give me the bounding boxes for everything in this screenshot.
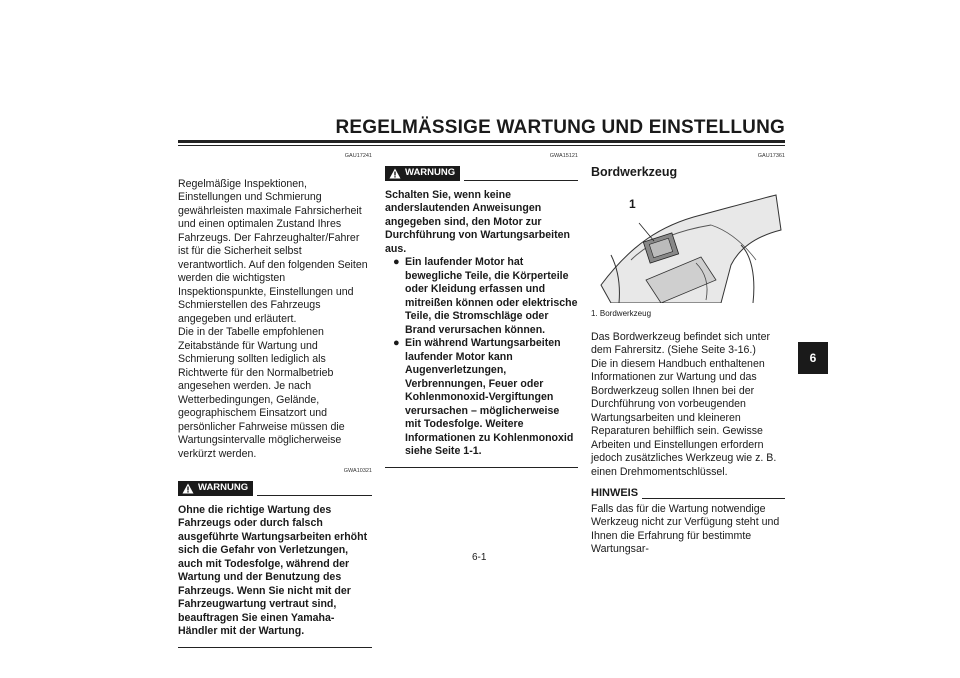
section-code: GAU17241 bbox=[344, 153, 372, 159]
bullet-text: Ein laufender Motor hat bewegliche Teile, die Körperteile oder Kleidung erfassen und mitreißen können oder elektrische Teile, die Stromschläge oder Brand verursachen können. bbox=[405, 256, 578, 336]
motorcycle-seat-illustration bbox=[591, 185, 782, 303]
hinweis-label: HINWEIS bbox=[591, 487, 639, 499]
warning-header-2 bbox=[385, 166, 578, 181]
warning-end-rule bbox=[178, 647, 372, 648]
hinweis-text: Falls das für die Wartung notwendige Werkzeug nicht zur Verfügung steht und Ihnen die Erfahrung für bestimmte Wartungsar- bbox=[591, 502, 780, 555]
body-paragraph-2: Die in diesem Handbuch enthaltenen Informationen zur Wartung und das Bordwerkzeug sollen Ihnen bei der Durchführung von vorbeugenden Wartungsarbeiten und kleineren Reparaturen behilflich sein. Gewisse Arbeiten und Einstellungen erfordern jedoch zusätzliches Werkzeug wie z. B. einen Drehmomentschlüssel. bbox=[591, 357, 777, 478]
warning-code-2: GWA15121 bbox=[549, 153, 578, 159]
callout-number: 1 bbox=[629, 197, 636, 211]
warning-rule-2 bbox=[464, 180, 578, 181]
chapter-tab: 6 bbox=[798, 342, 828, 374]
warning-label-2: WARNUNG bbox=[405, 167, 456, 179]
warning-badge bbox=[178, 481, 253, 496]
hinweis-rule bbox=[642, 498, 785, 499]
warning-label: WARNUNG bbox=[198, 482, 249, 494]
intro-paragraph-2: Die in der Tabelle empfohlenen Zeitabstände für Wartung und Schmierung sollten lediglich als Richtwerte für den Normalbetrieb angesehen werden. Je nach Wetterbedingungen, Gelände, geographischem Einsatzort und persönlicher Fahrweise müssen die Wartungsintervalle möglicherweise verkürzt werden. bbox=[178, 326, 345, 460]
column-3 bbox=[591, 150, 785, 557]
header-rule bbox=[178, 140, 785, 143]
column-1 bbox=[178, 150, 372, 648]
bullet-text: Ein während Wartungsarbeiten laufender Motor kann Augenverletzungen, Verbrennungen, Feuer oder Kohlenmonoxid-Vergiftungen verursachen – möglicherweise mit Todesfolge. Weitere Informationen zu Kohlenmonoxid siehe Seite 1-1. bbox=[405, 337, 574, 457]
warning-text: Ohne die richtige Wartung des Fahrzeugs oder durch falsch ausgeführte Wartungsarbeiten erhöht sich die Gefahr von Verletzungen, auch mit Todesfolge, während der Wartung und der Benutzung des Fahrzeugs. Wenn Sie nicht mit der Fahrzeugwartung vertraut sind, beauftragen Sie einen Yamaha-Händler mit der Wartung. bbox=[178, 503, 368, 637]
body-paragraph: Das Bordwerkzeug befindet sich unter dem Fahrersitz. (Siehe Seite 3-16.) bbox=[591, 330, 771, 356]
section-heading: Bordwerkzeug bbox=[591, 164, 678, 179]
section-code-3: GAU17361 bbox=[757, 153, 785, 159]
hinweis-header bbox=[591, 487, 785, 501]
warning-triangle-icon bbox=[182, 483, 194, 494]
bullet-dot-icon: ● bbox=[393, 337, 400, 349]
figure-caption: 1. Bordwerkzeug bbox=[591, 309, 652, 318]
intro-paragraph: Regelmäßige Inspektionen, Einstellungen und Schmierung gewährleisten maximale Fahrsicherheit und einen optimalen Zustand Ihres Fahrzeugs. Der Fahrzeughalter/Fahrer ist für die Sicherheit selbst verantwortlich. Auf den folgenden Seiten werden die wichtigsten Inspektionspunkte, Einstellungen und Schmierstellen des Fahrzeugs angegeben und erläutert. bbox=[178, 177, 368, 325]
warning-badge-2 bbox=[385, 166, 460, 181]
header-rule-thin bbox=[178, 145, 785, 146]
toolkit-illustration bbox=[591, 185, 782, 303]
warning-triangle-icon bbox=[389, 168, 401, 179]
page-number: 6-1 bbox=[472, 552, 487, 563]
warning-bullet bbox=[393, 256, 578, 337]
warning-end-rule-2 bbox=[385, 467, 578, 468]
warning-header bbox=[178, 481, 372, 496]
warning-rule bbox=[257, 495, 372, 496]
warning-bullet bbox=[393, 337, 578, 459]
bullet-dot-icon: ● bbox=[393, 256, 400, 268]
warning-intro: Schalten Sie, wenn keine anderslautenden Anweisungen angegeben sind, den Motor zur Durchführung von Wartungsarbeiten aus. bbox=[385, 188, 570, 255]
warning-code: GWA10321 bbox=[343, 468, 372, 474]
column-2 bbox=[385, 150, 578, 468]
page-title: REGELMÄSSIGE WARTUNG UND EINSTELLUNG bbox=[335, 117, 785, 138]
